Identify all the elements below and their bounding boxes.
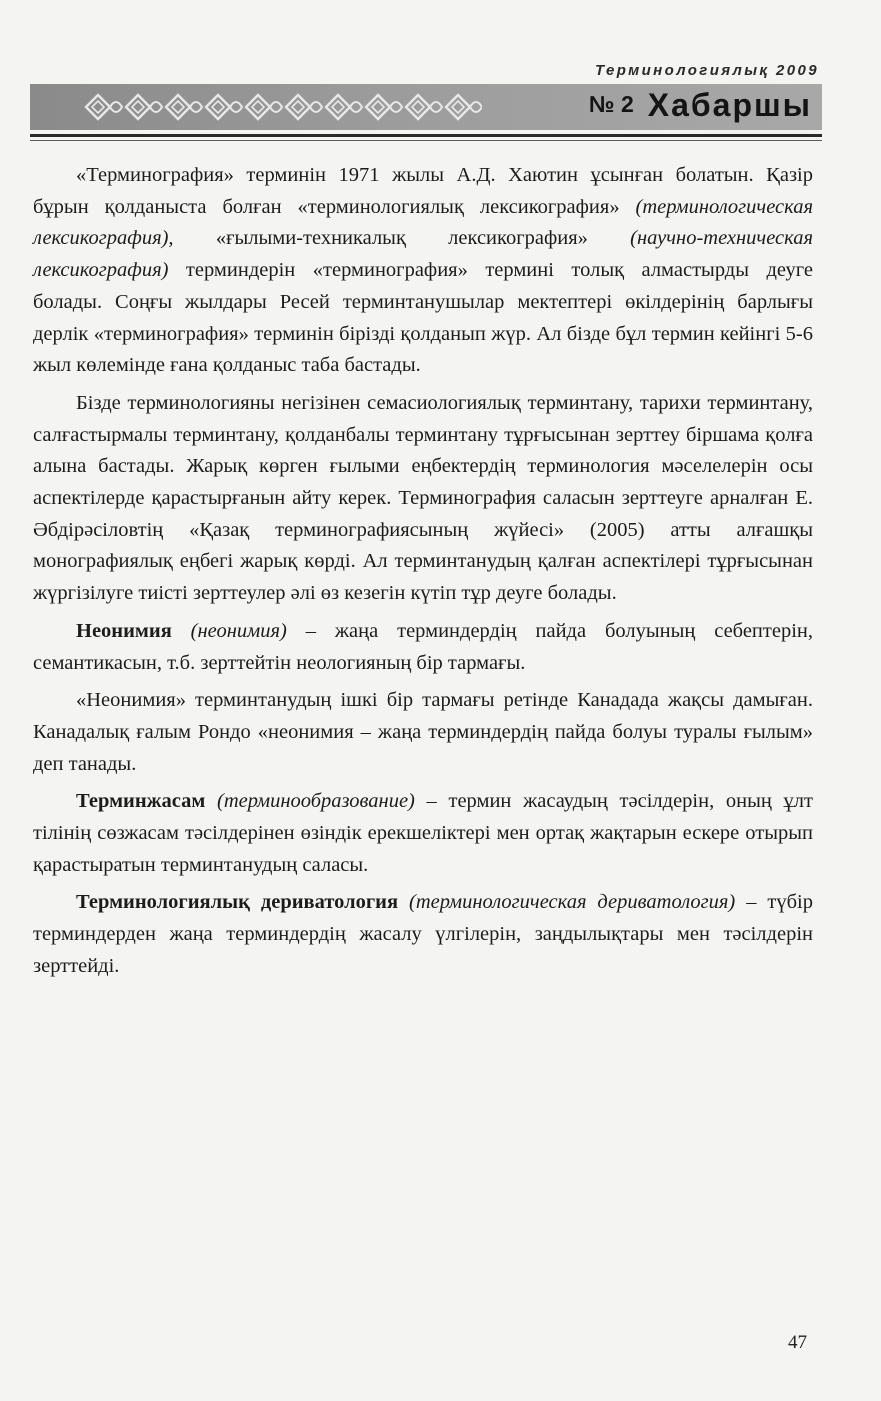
header-rule <box>30 134 822 137</box>
paragraph-neonymy-canada: «Неонимия» терминтанудың ішкі бір тармағы ретінде Канадада жақсы дамыған. Канадалық ғалым Рондо «неонимия – жаңа терминдердің пайда болуы туралы ғылым» деп танады. <box>33 689 813 775</box>
paragraph-term-formation: Терминжасам (терминообразование) – термин жасаудың тәсілдерін, оның ұлт тілінің сөзжасам тәсілдерінен өзіндік ерекшеліктері мен ортақ жақтарын ескере отырып қарастыратын терминтанудың саласы. <box>33 790 813 876</box>
term-heading: Неонимия <box>76 619 172 642</box>
journal-title: Хабаршы <box>647 87 812 123</box>
header-band <box>30 84 822 130</box>
term-heading: Терминжасам <box>76 790 206 813</box>
running-year: 2009 <box>776 62 819 79</box>
paragraph-neonymy-definition: Неонимия (неонимия) – жаңа терминдердің пайда болуының себептерін, семантикасын, т.б. зерттейтін неологияның бір тармағы. <box>33 619 814 674</box>
paragraph-terminography: «Терминография» терминін 1971 жылы А.Д. Хаютин ұсынған болатын. Қазір бұрын қолданыста болған «терминологиялық лексикография» (терминологическая лексикография), «ғылыми-техникалық лексикография» (научно-техническая лексикография) терминдерін «терминография» термині толық алмастырды деуге болады. Соңғы жылдары Ресей терминтанушылар мектептері өкілдерінің барлығы дерлік «терминография» терминін бірізді қолданып жүр. Ал бізде бұл термин кейінгі 5-6 жыл көлемінде ғана қолданыс таба бастады. <box>33 164 813 377</box>
page-number: 47 <box>788 1332 807 1353</box>
ornament-pattern-icon <box>82 88 482 126</box>
issue-block <box>589 87 812 124</box>
header-rule-thin <box>30 140 822 141</box>
running-title: Терминологиялық <box>595 62 770 79</box>
paragraph-derivatology: Терминологиялық дериватология (терминологическая дериватология) – түбір терминдерден жаңа терминдердің жасалу үлгілерін, заңдылықтары мен тәсілдерін зерттейді. <box>33 891 813 977</box>
issue-number: № 2 <box>588 91 634 117</box>
article-body <box>33 160 813 989</box>
running-head <box>595 62 819 79</box>
paragraph-research-aspects: Бізде терминологияны негізінен семасиологиялық терминтану, тарихи терминтану, салғастырмалы терминтану, қолданбалы терминтану тұрғысынан зерттеу біршама қолға алына бастады. Жарық көрген ғылыми еңбектердің терминология мәселелерін осы аспектілерде қарастырғанын айту керек. Терминография саласын зерттеуге арналған Е. Әбдірәсіловтің «Қазақ терминографиясының жүйесі» (2005) атты алғашқы монографиялық еңбегі жарық көрді. Ал терминтанудың қалған аспектілері тұрғысынан жүргізілуге тиісті зерттеулер әлі өз кезегін күтіп тұр деуге болады. <box>33 391 813 605</box>
term-heading: Терминологиялық дериватология <box>76 891 399 914</box>
